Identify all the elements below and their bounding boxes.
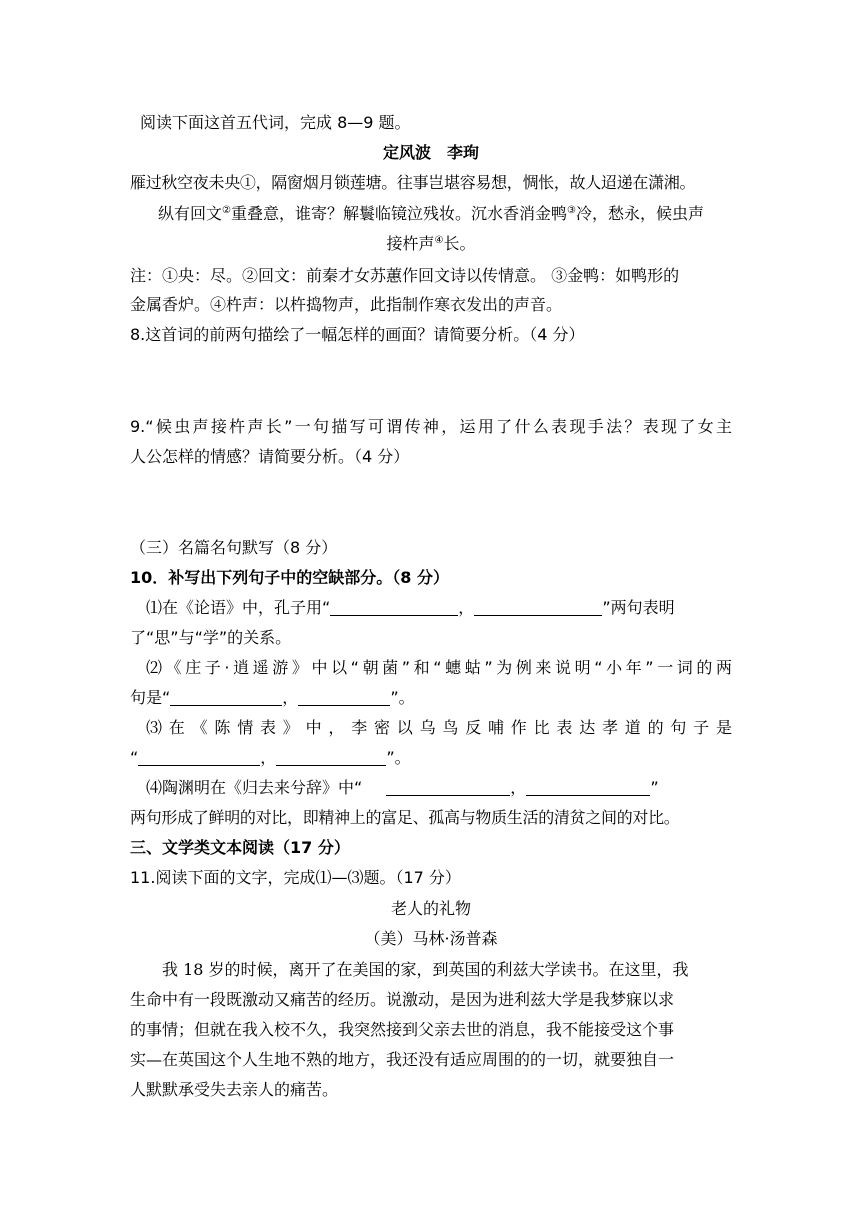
notes-line-1: 注：①央：尽。②回文：前秦才女苏蕙作回文诗以传情意。 ③金鸭：如鸭形的	[130, 266, 680, 285]
poem-line-3-b: 长。	[443, 234, 476, 253]
notes-line-2: 金属香炉。④杵声：以杵捣物声，此指制作寒衣发出的声音。	[130, 295, 563, 314]
q10-item-2-suffix: ”。	[390, 688, 415, 707]
section-famous-lines-heading: （三）名篇名句默写（8 分）	[130, 538, 338, 557]
q10-item-2-prefix: 句是“	[130, 688, 171, 707]
question-10-title-text: 10．补写出下列句子中的空缺部分。（8 分）	[130, 568, 449, 587]
poem-line-2-b: 重叠意，谁寄？解鬟临镜泣残妆。沉水香消金鸭	[230, 204, 567, 223]
q10-item-2-line-2	[130, 686, 732, 710]
poem-line-2	[130, 202, 732, 226]
story-paragraph-line-4: 实—在英国这个人生地不熟的地方，我还没有适应周围的的一切，就要独自一	[130, 1050, 675, 1069]
q10-item-4-suffix: ”	[650, 778, 659, 797]
question-8: 8.这首词的前两句描绘了一幅怎样的画面？请简要分析。（4 分）	[130, 325, 585, 344]
poem-line-2-c: 冷，愁永，候虫声	[575, 204, 704, 223]
answer-blank[interactable]	[276, 749, 386, 766]
q10-item-3-prefix: “	[130, 748, 139, 767]
question-9-line-1: 9.“候虫声接杵声长”一句描写可谓传神，运用了什么表现手法？表现了女主	[130, 417, 732, 436]
q10-item-1-prefix: ⑴在《论语》中，孔子用“	[146, 598, 331, 617]
answer-blank[interactable]	[170, 689, 282, 706]
q10-item-1-suffix: ”两句表明	[602, 598, 675, 617]
answer-blank[interactable]	[298, 689, 390, 706]
q10-item-4-comma: ，	[510, 778, 527, 797]
note-mark-3: ③	[567, 205, 576, 216]
q10-item-3-line-2	[130, 746, 732, 770]
answer-blank[interactable]	[386, 779, 510, 796]
q10-item-3-comma: ，	[260, 748, 277, 767]
part-3-heading: 三、文学类文本阅读（17 分）	[130, 838, 350, 857]
q10-item-1-line-1	[146, 596, 732, 620]
q10-item-3-suffix: ”。	[386, 748, 411, 767]
answer-blank[interactable]	[330, 599, 458, 616]
q10-item-1-line-2: 了“思”与“学”的关系。	[130, 628, 292, 647]
question-10-title	[130, 566, 732, 590]
answer-blank[interactable]	[474, 599, 602, 616]
story-paragraph-line-2: 生命中有一段既激动又痛苦的经历。说激动，是因为进利兹大学是我梦寐以求	[130, 990, 675, 1009]
note-mark-4: ④	[434, 235, 444, 246]
q10-item-4-prefix: ⑷陶渊明在《归去来兮辞》中“	[146, 778, 363, 797]
answer-blank[interactable]	[526, 779, 650, 796]
question-9-line-2: 人公怎样的情感？请简要分析。（4 分）	[130, 447, 410, 466]
poem-line-1-text: 雁过秋空夜未央①，隔窗烟月锁莲塘。往事岂堪容易想，惆怅，故人迢递在潇湘。	[130, 173, 696, 192]
poem-line-2-a: 纵有回文	[158, 204, 223, 223]
intro-instruction: 阅读下面这首五代词，完成 8—9 题。	[140, 113, 411, 132]
story-paragraph-line-1: 我 18 岁的时候，离开了在美国的家，到英国的利兹大学读书。在这里，我	[162, 960, 689, 979]
question-11: 11.阅读下面的文字，完成⑴—⑶题。（17 分）	[130, 868, 461, 887]
story-paragraph-line-3: 的事情；但就在我入校不久，我突然接到父亲去世的消息，我不能接受这个事	[130, 1020, 675, 1039]
story-paragraph-line-5: 人默默承受失去亲人的痛苦。	[130, 1080, 339, 1099]
note-mark-2: ②	[222, 205, 231, 216]
q10-item-3-line-1: ⑶在《陈情表》中，李密以乌鸟反哺作比表达孝道的句子是	[146, 718, 732, 737]
poem-line-3	[130, 232, 732, 256]
q10-item-1-comma: ，	[458, 598, 475, 617]
poem-line-1	[130, 171, 735, 195]
q10-item-2-line-1: ⑵《庄子·逍遥游》中以“朝菌”和“蟪蛄”为例来说明“小年”一词的两	[146, 658, 732, 677]
q10-item-4-line-1	[146, 776, 732, 800]
q10-item-4-line-2: 两句形成了鲜明的对比，即精神上的富足、孤高与物质生活的清贫之间的对比。	[130, 808, 680, 827]
poem-title: 定风波 李珣	[382, 143, 479, 162]
story-title: 老人的礼物	[390, 899, 471, 918]
poem-line-3-a: 接杵声	[386, 234, 435, 253]
q10-item-2-comma: ，	[282, 688, 299, 707]
answer-blank[interactable]	[138, 749, 260, 766]
story-author: （美）马林·汤普森	[364, 929, 498, 948]
